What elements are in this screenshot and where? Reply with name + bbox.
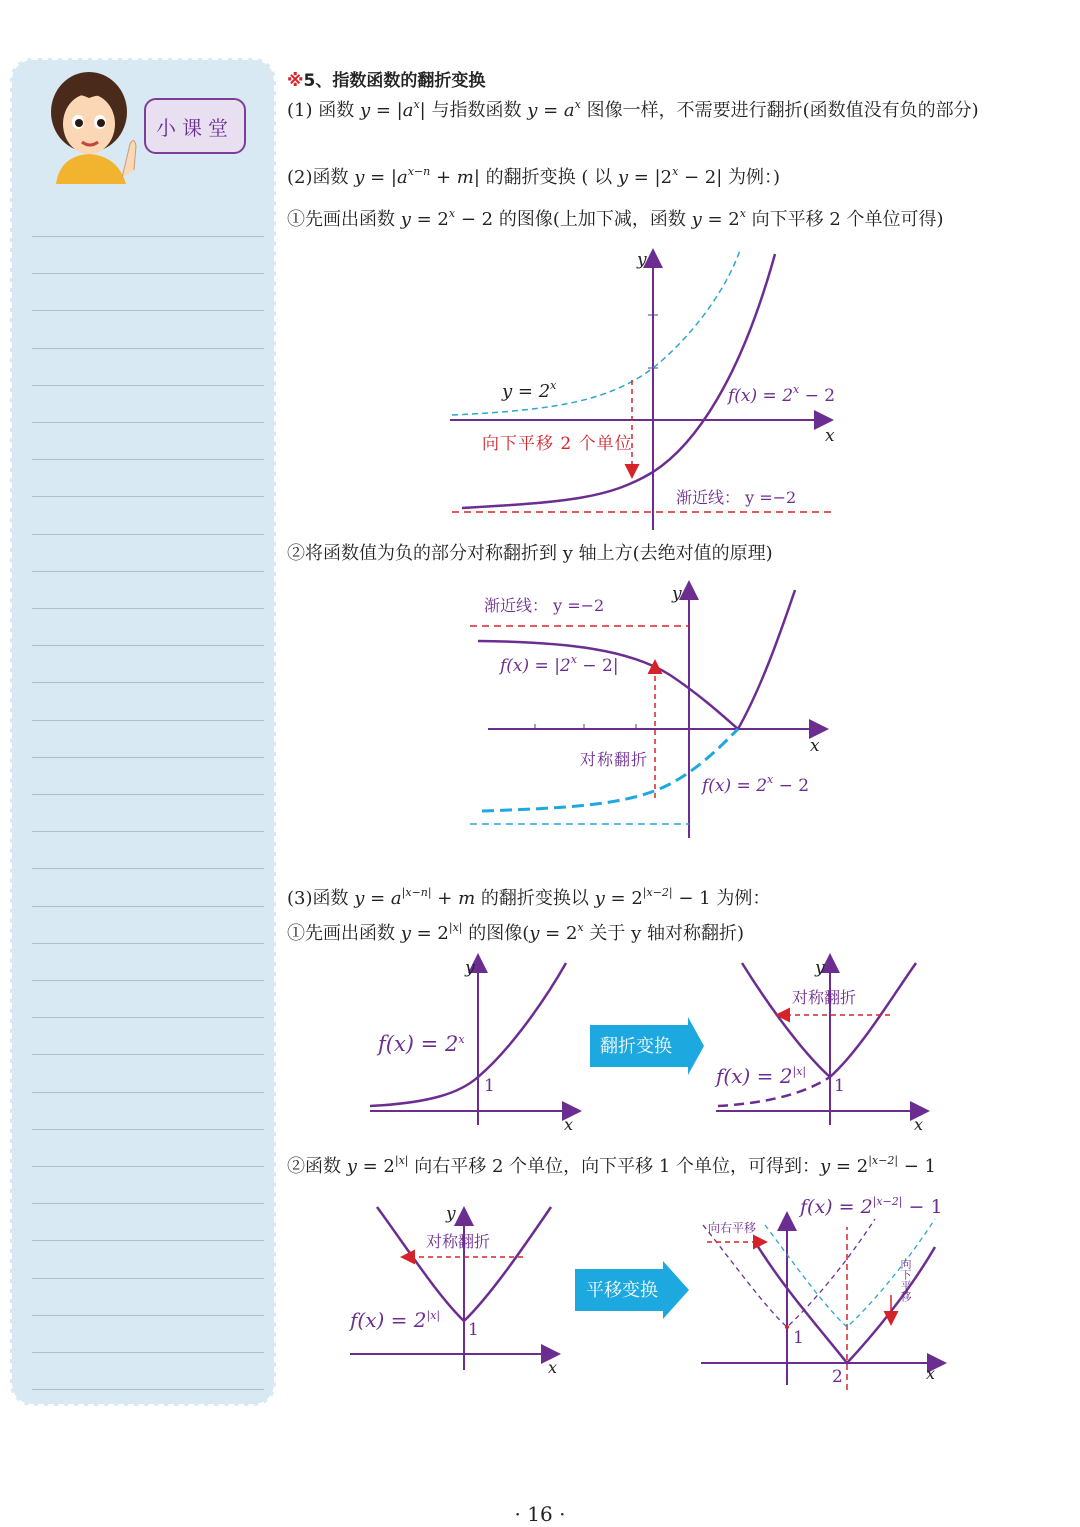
g4-y-label-left: y (446, 1204, 456, 1224)
graph-flip-up (460, 580, 840, 840)
ruled-line (32, 310, 264, 311)
paragraph-3: ①先画出函数 $y = 2^x - 2$ 的图像(上加下减，函数 $y = 2^x$ 向下平移 2 个单位可得) (287, 207, 944, 230)
g1-asymptote-label: 渐近线： y =−2 (676, 488, 797, 507)
ruled-line (32, 571, 264, 572)
g2-asymptote-label: 渐近线： y =−2 (484, 596, 605, 615)
page-number: · 16 · (514, 1502, 566, 1526)
p6-text-b: 的图像( (462, 923, 530, 944)
g4-right-shift-label: 向右平移 (708, 1221, 757, 1235)
g1-curve2-label: $f(x) = 2^x - 2$ (728, 383, 836, 406)
p1-text-a: (1) 函数 (287, 100, 360, 121)
p2-text-b: 的翻折变换 ( 以 (479, 167, 618, 188)
ruled-line (32, 385, 264, 386)
ruled-line (32, 980, 264, 981)
g4-left-curve-label: $f(x) = 2^{|x|}$ (350, 1308, 441, 1332)
ruled-line (32, 534, 264, 535)
ruled-line (32, 1240, 264, 1241)
p5-text-b: 的翻折变换以 (475, 888, 595, 909)
ruled-line (32, 608, 264, 609)
ruled-line (32, 720, 264, 721)
ruled-line (32, 459, 264, 460)
ruled-line (32, 1017, 264, 1018)
g1-y-label: y (637, 250, 647, 270)
g4-two-label: 2 (832, 1367, 843, 1387)
paragraph-6: ①先画出函数 $y = 2^{|x|}$ 的图像($y = 2^x$ 关于 y 轴对称翻折) (287, 921, 744, 944)
ruled-line (32, 868, 264, 869)
paragraph-1: (1) 函数 $y = |a^x|$ 与指数函数 $y = a^x$ 图像一样，不需要进行翻折(函数值没有负的部分) (287, 98, 979, 121)
ruled-line (32, 1092, 264, 1093)
g3-left-curve-label: $f(x) = 2^x$ (378, 1032, 465, 1056)
g2-curve2-label: $f(x) = 2^x - 2$ (702, 773, 810, 796)
paragraph-4: ②将函数值为负的部分对称翻折到 y 轴上方(去绝对值的原理) (287, 543, 773, 564)
ruled-line (32, 757, 264, 758)
ruled-line (32, 422, 264, 423)
p2-text-c: 为例：) (722, 167, 781, 188)
paragraph-2: (2)函数 $y = |a^{x-n} + m|$ 的翻折变换 ( 以 $y = |2^x - 2|$ 为例：) (287, 165, 781, 188)
g2-x-label: x (810, 736, 820, 756)
ruled-line (32, 273, 264, 274)
flip-transform-label: 翻折变换 (600, 1036, 672, 1057)
p6-text-c: 关于 y 轴对称翻折) (583, 923, 744, 944)
translate-transform-label: 平移变换 (586, 1280, 658, 1301)
g3-one-right: 1 (834, 1076, 845, 1096)
ruled-line (32, 1352, 264, 1353)
ruled-line (32, 1389, 264, 1390)
g3-y-label-right: y (815, 958, 825, 978)
p1-text-b: 与指数函数 (425, 100, 528, 121)
paragraph-5: (3)函数 $y = a^{|x-n|} + m$ 的翻折变换以 $y = 2^{|x-2|} - 1$ 为例： (287, 886, 771, 909)
g4-down-shift-label: 向下平移 (899, 1258, 912, 1302)
section-title: 5、指数函数的翻折变换 (303, 71, 486, 91)
g3-right-flip-label: 对称翻折 (792, 988, 857, 1007)
ruled-line (32, 1203, 264, 1204)
g3-right-curve-label: $f(x) = 2^{|x|}$ (716, 1064, 807, 1088)
ruled-line (32, 236, 264, 237)
g2-y-label: y (672, 584, 682, 604)
g4-x-label-right: x (926, 1364, 936, 1383)
curve-2x (452, 250, 740, 415)
p1-text-c: 图像一样，不需要进行翻折(函数值没有负的部分) (580, 100, 979, 121)
p7-text-a: ②函数 (287, 1156, 347, 1177)
p5-text-a: (3)函数 (287, 888, 355, 909)
p3-text-a: ①先画出函数 (287, 209, 401, 230)
ruled-line (32, 1315, 264, 1316)
g4-one-right: 1 (793, 1328, 804, 1348)
ruled-line (32, 1129, 264, 1130)
p3-text-b: 的图像(上加下减，函数 (493, 209, 692, 230)
g4-right-curve-label: $f(x) = 2^{|x-2|} - 1$ (800, 1195, 943, 1218)
g4-x-label-left: x (548, 1358, 558, 1377)
reference-mark: ※ (287, 71, 304, 91)
p7-text-b: 向右平移 2 个单位，向下平移 1 个单位，可得到： (408, 1156, 821, 1177)
ruled-line (32, 645, 264, 646)
g1-shift-label: 向下平移 2 个单位 (482, 434, 633, 454)
g1-x-label: x (825, 426, 835, 446)
teacher-avatar-icon (34, 66, 154, 184)
ruled-line (32, 1278, 264, 1279)
g3-x-label-left: x (564, 1115, 574, 1134)
p2-text-a: (2)函数 (287, 167, 355, 188)
g2-curve1-label: $f(x) = |2^x - 2|$ (500, 653, 619, 676)
lesson-badge: 小课堂 (144, 98, 246, 154)
ruled-line (32, 496, 264, 497)
ruled-line (32, 831, 264, 832)
section-heading (287, 66, 485, 91)
ruled-line (32, 943, 264, 944)
paragraph-7: ②函数 $y = 2^{|x|}$ 向右平移 2 个单位，向下平移 1 个单位，可得到：$y = 2^{|x-2|} - 1$ (287, 1154, 937, 1177)
p5-text-c: 为例： (710, 888, 771, 909)
g3-one-left: 1 (484, 1076, 495, 1096)
ruled-line (32, 1054, 264, 1055)
g3-x-label-right: x (914, 1115, 924, 1134)
g4-left-flip-label: 对称翻折 (426, 1232, 491, 1251)
ruled-line (32, 682, 264, 683)
ruled-line (32, 794, 264, 795)
notes-sidebar (10, 58, 276, 1406)
ruled-line (32, 348, 264, 349)
ruled-line (32, 906, 264, 907)
g3-y-label-left: y (465, 958, 475, 978)
g4-one-left: 1 (468, 1320, 479, 1340)
p3-text-c: 向下平移 2 个单位可得) (745, 209, 944, 230)
g1-curve1-label: $y = 2^x$ (502, 379, 557, 402)
ruled-line (32, 1166, 264, 1167)
g2-flip-label: 对称翻折 (580, 750, 649, 769)
p6-text-a: ①先画出函数 (287, 923, 401, 944)
